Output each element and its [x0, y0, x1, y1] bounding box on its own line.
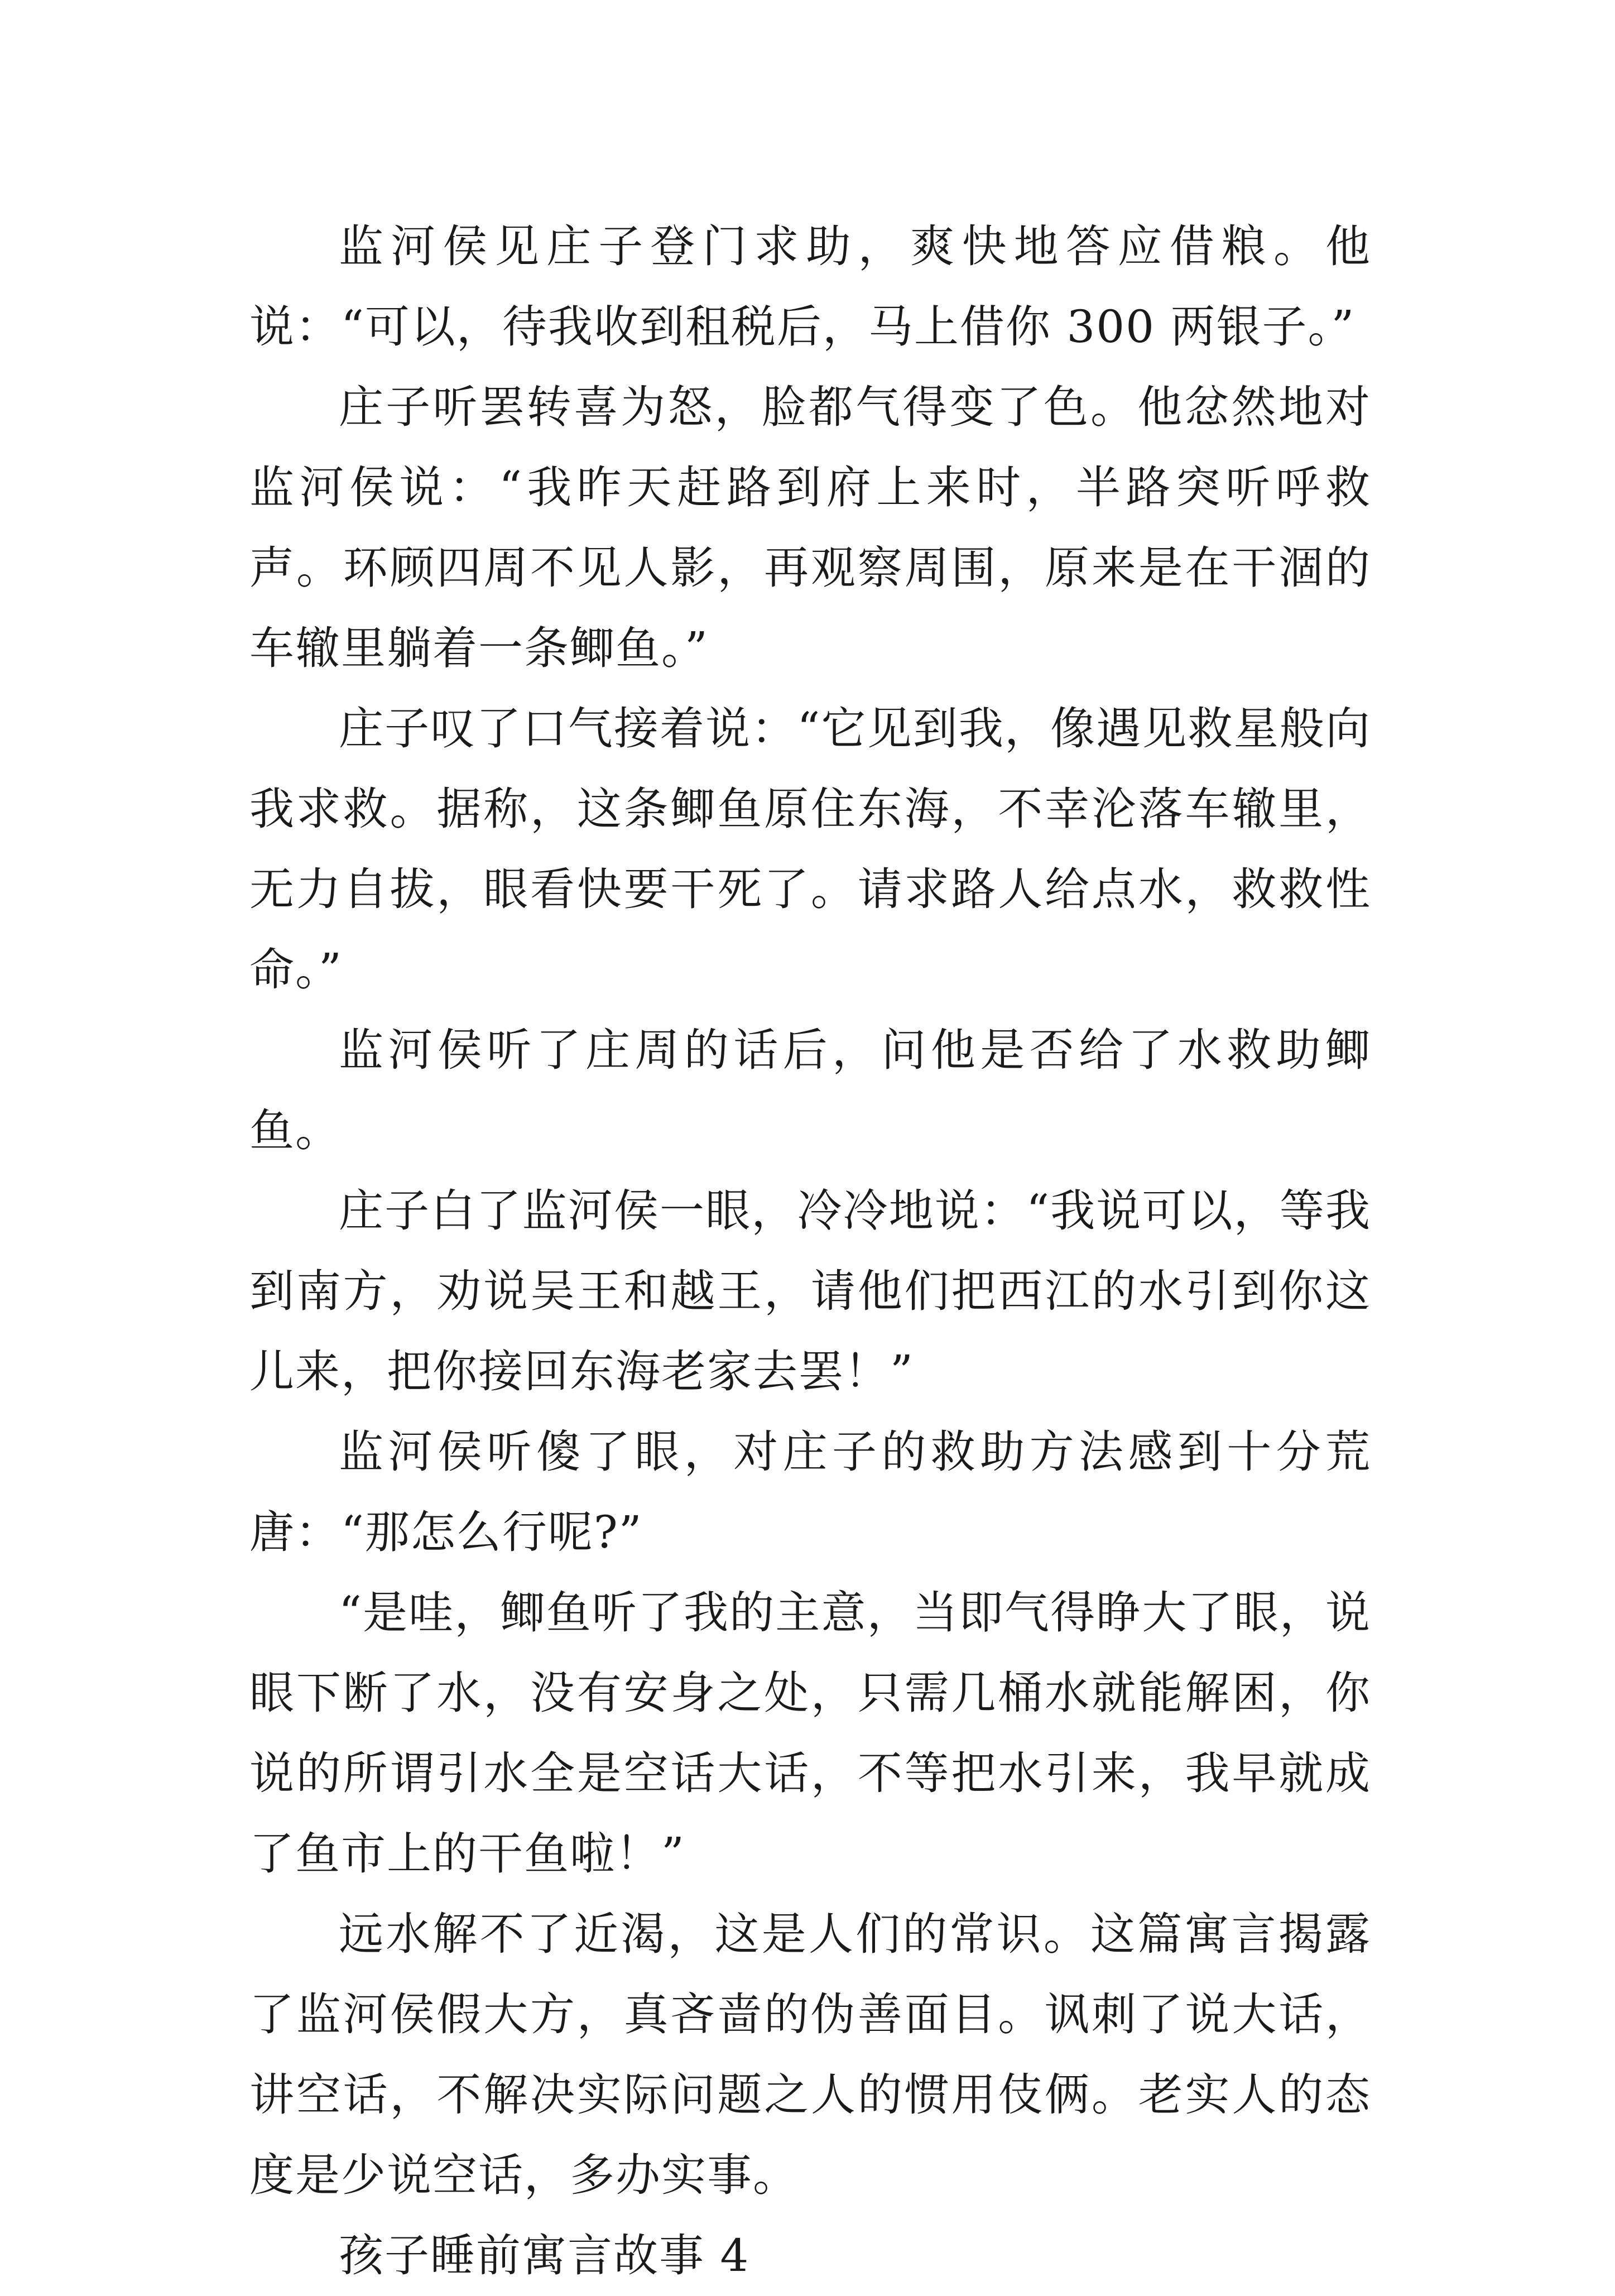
paragraph: 庄子叹了口气接着说：“它见到我，像遇见救星般向我求救。据称，这条鲫鱼原住东海，不幸沦落车辙里，无力自拔，眼看快要干死了。请求路人给点水，救救性命。”	[249, 703, 1371, 996]
paragraph: 庄子听罢转喜为怒，脸都气得变了色。他忿然地对监河侯说：“我昨天赶路到府上来时，半路突听呼救声。环顾四周不见人影，再观察周围，原来是在干涸的车辙里躺着一条鲫鱼。”	[249, 381, 1371, 674]
section-heading: 孩子睡前寓言故事 4	[339, 2230, 750, 2281]
paragraph: 监河侯听傻了眼，对庄子的救助方法感到十分荒唐：“那怎么行呢?”	[249, 1426, 1371, 1558]
paragraph: “是哇，鲫鱼听了我的主意，当即气得睁大了眼，说眼下断了水，没有安身之处，只需几桶水就能解困，你说的所谓引水全是空话大话，不等把水引来，我早就成了鱼市上的干鱼啦！”	[249, 1587, 1371, 1880]
paragraph: 监河侯见庄子登门求助，爽快地答应借粮。他说：“可以，待我收到租税后，马上借你 300 两银子。”	[249, 220, 1371, 353]
paragraph: 远水解不了近渴，这是人们的常识。这篇寓言揭露了监河侯假大方，真吝啬的伪善面目。讽刺了说大话，讲空话，不解决实际问题之人的惯用伎俩。老实人的态度是少说空话，多办实事。	[249, 1908, 1371, 2201]
paragraph: 监河侯听了庄周的话后，问他是否给了水救助鲫鱼。	[249, 1024, 1371, 1156]
paragraph: 庄子白了监河侯一眼，冷冷地说：“我说可以，等我到南方，劝说吴王和越王，请他们把西江的水引到你这儿来，把你接回东海老家去罢！”	[249, 1185, 1371, 1397]
document-body	[249, 206, 1371, 2296]
